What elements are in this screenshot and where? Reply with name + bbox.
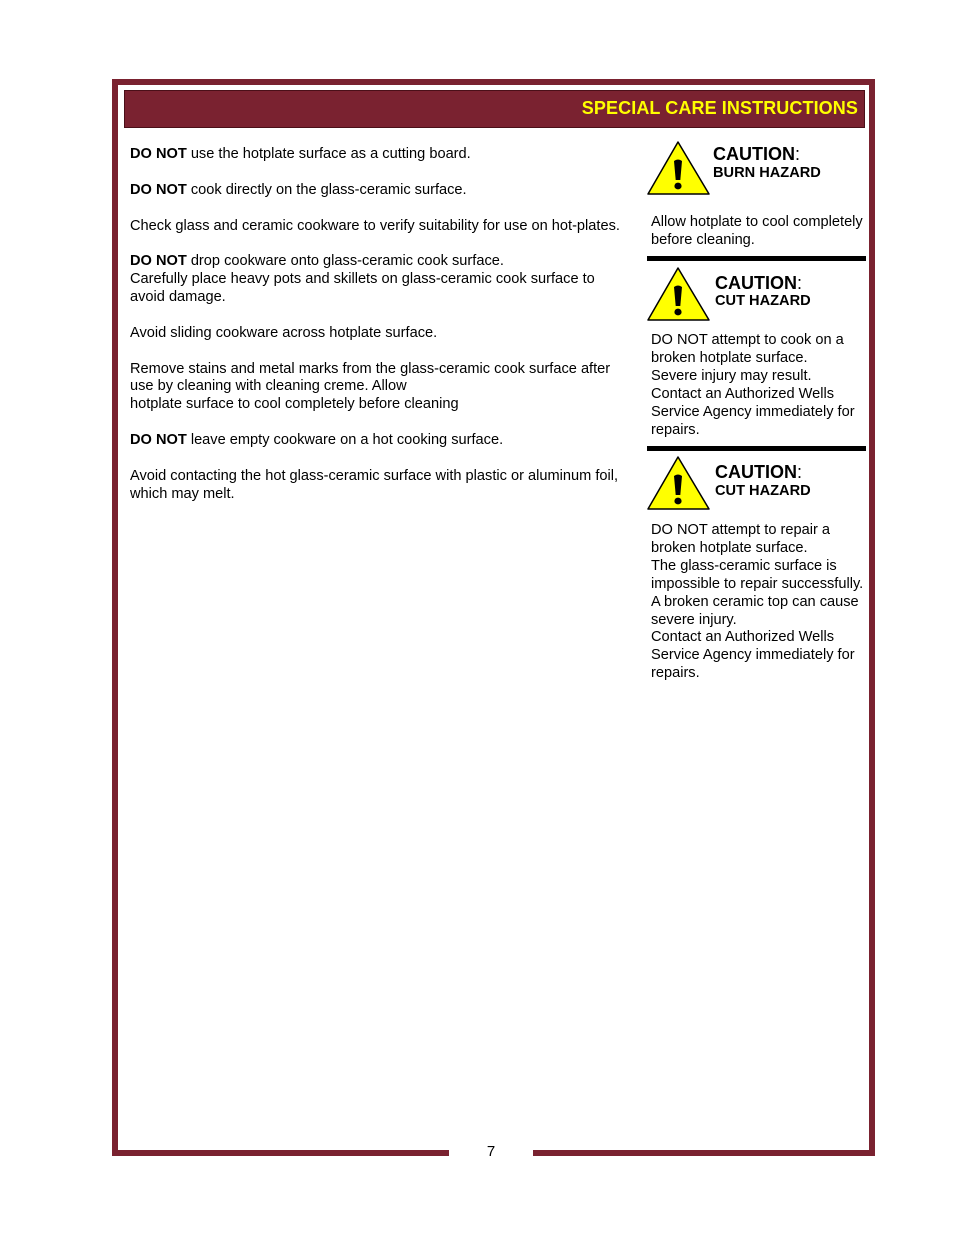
instruction-item — [130, 432, 630, 450]
page-number: 7 — [486, 1143, 496, 1160]
caution-cut-hazard — [647, 266, 867, 446]
caution-hazard-type: CUT HAZARD — [715, 293, 811, 309]
caution-burn-hazard — [647, 140, 867, 255]
instruction-item — [130, 468, 630, 504]
frame-bottom-right — [533, 1150, 875, 1156]
instruction-emphasis: DO NOT — [130, 146, 187, 162]
caution-heading: CAUTION: — [713, 144, 801, 164]
instruction-item — [130, 218, 630, 236]
instruction-text: Remove stains and metal marks from the glass-ceramic cook surface after use by cleaning with cleaning creme. Allow hotplate surface to cool completely before cleaning — [130, 360, 611, 413]
instruction-emphasis: DO NOT — [130, 431, 187, 448]
warning-triangle-icon — [647, 140, 711, 196]
instructions-list — [130, 146, 630, 521]
caution-text: DO NOT attempt to repair a broken hotplate surface. The glass-ceramic surface is impossible to repair successfully. A broken ceramic top can cause severe injury. Contact an Authorized Wells Service Agency immediately for repairs. — [651, 522, 864, 682]
instruction-item — [130, 253, 630, 306]
instruction-item — [130, 146, 630, 164]
instruction-text: Avoid sliding cookware across hotplate surface. — [130, 324, 438, 341]
instruction-text: cook directly on the glass-ceramic surface. — [186, 181, 467, 198]
instruction-text: drop cookware onto glass-ceramic cook surface. Carefully place heavy pots and skillets on glass-ceramic cook surface to avoid damage. — [130, 253, 595, 305]
caution-text: DO NOT attempt to cook on a broken hotplate surface. Severe injury may result. Contact an Authorized Wells Service Agency immediately for repairs. — [651, 332, 855, 438]
instruction-item — [130, 361, 630, 414]
section-header — [124, 90, 865, 128]
caution-divider — [647, 256, 866, 261]
warning-triangle-icon — [647, 266, 711, 322]
caution-divider — [647, 446, 866, 451]
caution-text: Allow hotplate to cool completely before cleaning. — [651, 214, 863, 248]
instruction-text: leave empty cookware on a hot cooking surface. — [186, 431, 504, 448]
instruction-emphasis: DO NOT — [130, 181, 187, 198]
caution-hazard-type: CUT HAZARD — [715, 483, 811, 499]
warning-triangle-icon — [647, 455, 711, 511]
caution-hazard-type: BURN HAZARD — [713, 165, 821, 181]
instruction-emphasis: DO NOT — [130, 253, 187, 270]
caution-heading: CAUTION: — [715, 273, 803, 293]
instruction-item — [130, 182, 630, 200]
instruction-item — [130, 325, 630, 343]
instruction-text: Check glass and ceramic cookware to verify suitability for use on hot-plates. — [130, 217, 620, 234]
caution-heading: CAUTION: — [715, 462, 803, 482]
section-title: SPECIAL CARE INSTRUCTIONS — [581, 98, 858, 118]
caution-cut-hazard — [647, 455, 867, 705]
instruction-text: Avoid contacting the hot glass-ceramic surface with plastic or aluminum foil, which may melt. — [130, 467, 619, 502]
frame-bottom-left — [112, 1150, 449, 1156]
instruction-text: use the hotplate surface as a cutting board. — [186, 146, 471, 162]
